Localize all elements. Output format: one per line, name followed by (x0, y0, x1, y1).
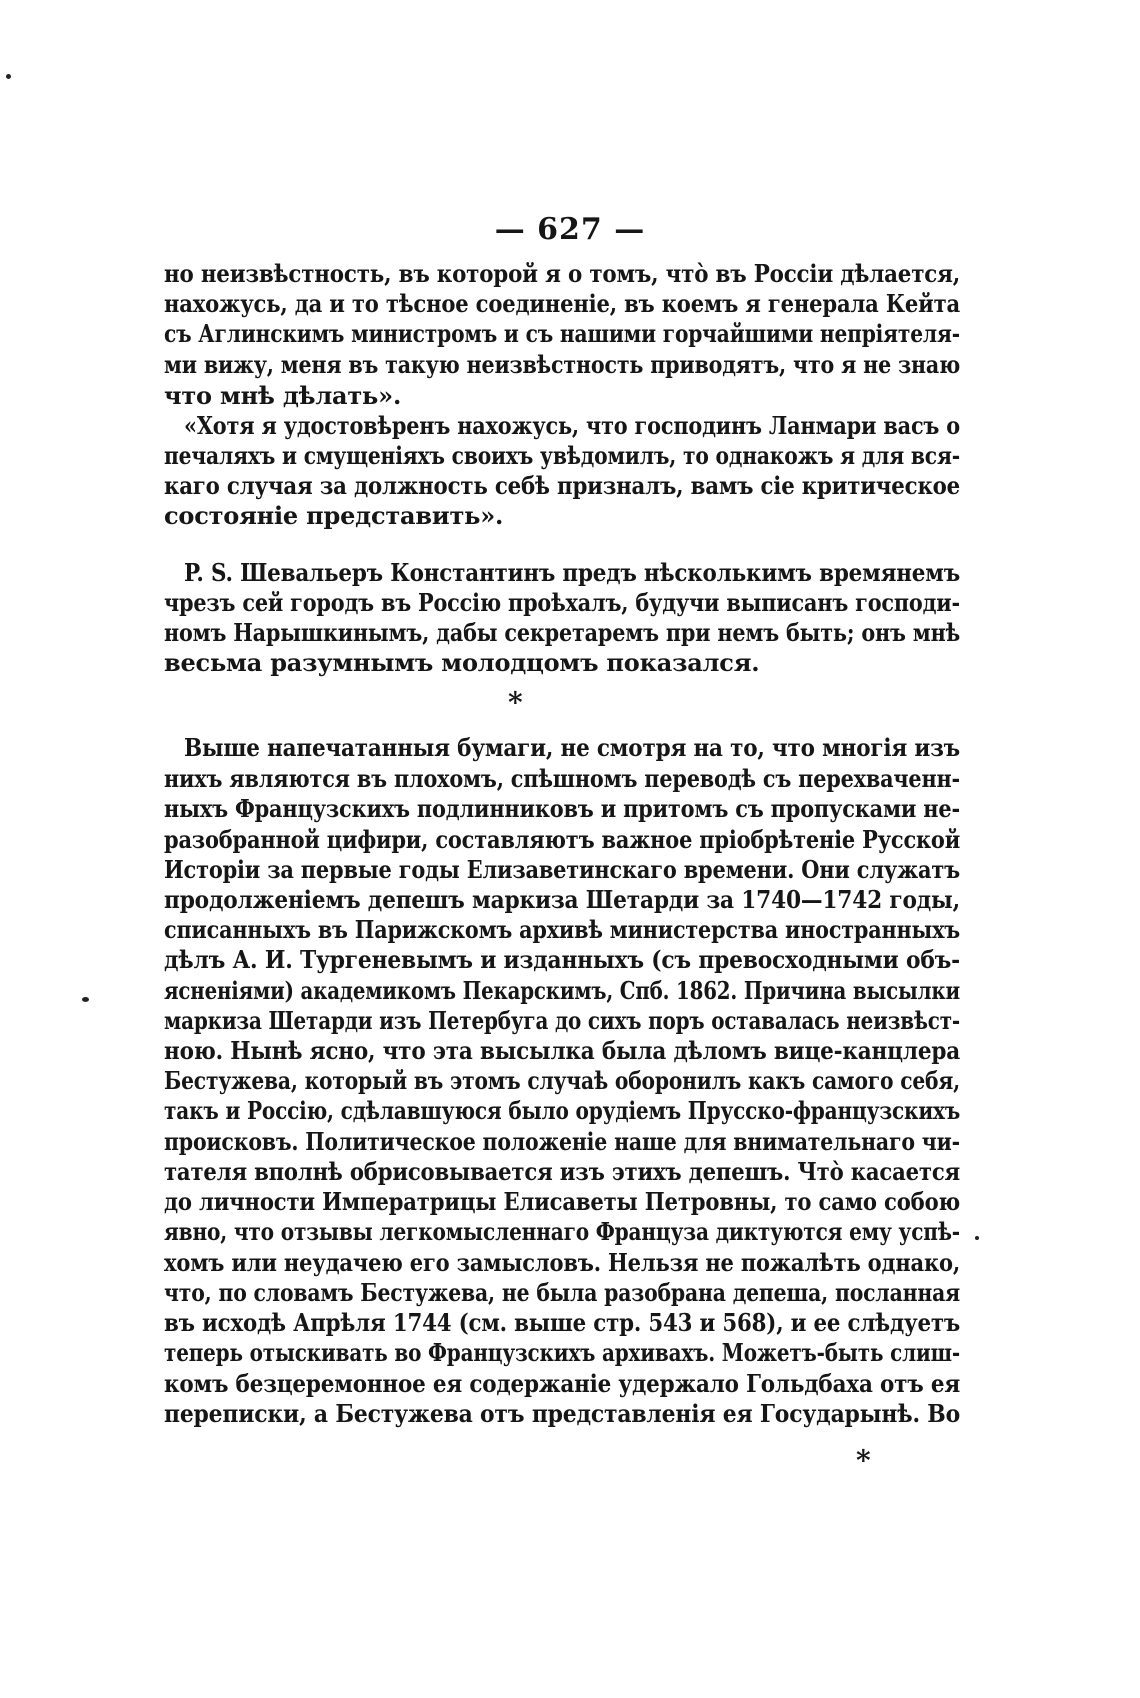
text-line: переписки, а Бестужева отъ представленія ея Государынѣ. Во (164, 1399, 961, 1428)
text-line: Выше напечатанныя бумаги, не смотря на то, что многія изъ (184, 733, 960, 762)
text-line: состояніе представить». (164, 501, 504, 530)
text-line: но неизвѣстность, въ которой я о томъ, что̀ въ Россіи дѣлается, (164, 259, 960, 288)
text-line: теперь отыскивать во Французскихъ архивахъ. Можетъ-быть слиш- (164, 1338, 961, 1367)
text-line: ною. Нынѣ ясно, что эта высылка была дѣломъ вице-канцлера (164, 1036, 960, 1065)
text-line: такъ и Россію, сдѣлавшуюся было орудіемъ Прусско-французскихъ (164, 1096, 961, 1125)
text-line: до личности Императрицы Елисаветы Петровны, то само собою (164, 1187, 961, 1216)
text-line: маркиза Шетарди изъ Петербуга до сихъ поръ оставалась неизвѣст- (164, 1006, 961, 1035)
text-line: каго случая за должность себѣ призналъ, вамъ сіе критическое (164, 471, 961, 500)
text-line: весьма разумнымъ молодцомъ показался. (164, 648, 760, 677)
text-line: номъ Нарышкинымъ, дабы секретаремъ при немъ быть; онъ мнѣ (164, 618, 960, 647)
scan-speck (6, 74, 11, 79)
text-line: Бестужева, который въ этомъ случаѣ оборонилъ какъ самого себя, (164, 1066, 961, 1095)
text-line: явно, что отзывы легкомысленнаго Француза диктуются ему успѣ- (164, 1217, 960, 1246)
scan-speck (82, 997, 89, 1002)
text-line: ясненіями) академикомъ Пекарскимъ, Спб. 1862. Причина высылки (164, 976, 960, 1005)
text-line: съ Аглинскимъ министромъ и съ нашими горчайшими непріятеля- (164, 319, 960, 348)
scan-speck (975, 1236, 979, 1240)
text-line: что, по словамъ Бестужева, не была разобрана депеша, посланная (164, 1278, 961, 1307)
text-line: ми вижу, меня въ такую неизвѣстность приводятъ, что я не знаю (164, 350, 961, 379)
text-line: чрезъ сей городъ въ Россію проѣхалъ, будучи выписанъ господи- (164, 588, 960, 617)
text-line: P. S. Шевальеръ Константинъ предъ нѣсколькимъ времянемъ (184, 558, 960, 587)
text-line: нихъ являются въ плохомъ, спѣшномъ переводѣ съ перехваченн- (164, 764, 960, 793)
text-line: продолженіемъ депешъ маркиза Шетарди за 1740—1742 годы, (164, 885, 960, 914)
text-line: хомъ или неудачею его замысловъ. Нельзя не пожалѣть однако, (164, 1248, 960, 1277)
catchword-mark: * (856, 1444, 871, 1477)
text-line: ныхъ Французскихъ подлинниковъ и притомъ съ пропусками не- (164, 794, 960, 823)
text-line: дѣлъ А. И. Тургеневымъ и изданныхъ (съ превосходными объ- (164, 945, 961, 974)
text-line: разобранной цифири, составляютъ важное пріобрѣтеніе Русской (164, 825, 961, 854)
text-line: «Хотя я удостовѣренъ нахожусь, что господинъ Ланмари васъ о (184, 411, 960, 440)
text-line: въ исходѣ Апрѣля 1744 (см. выше стр. 543 и 568), и ее слѣдуетъ (164, 1308, 961, 1337)
text-line: комъ безцеремонное ея содержаніе удержало Гольдбаха отъ ея (164, 1369, 961, 1398)
section-separator: * (508, 686, 523, 719)
text-line: что мнѣ дѣлать». (164, 381, 402, 410)
text-line: Исторіи за первые годы Елизаветинскаго времени. Они служатъ (164, 855, 960, 884)
text-line: нахожусь, да и то тѣсное соединеніе, въ коемъ я генерала Кейта (164, 289, 960, 318)
page-number: — 627 — (494, 212, 646, 247)
text-line: тателя вполнѣ обрисовывается изъ этихъ депешъ. Что̀ касается (164, 1157, 961, 1186)
text-line: происковъ. Политическое положеніе наше для внимательнаго чи- (164, 1127, 960, 1156)
text-line: печаляхъ и смущеніяхъ своихъ увѣдомилъ, то однакожъ я для вся- (164, 441, 960, 470)
text-line: списанныхъ въ Парижскомъ архивѣ министерства иностранныхъ (164, 915, 960, 944)
